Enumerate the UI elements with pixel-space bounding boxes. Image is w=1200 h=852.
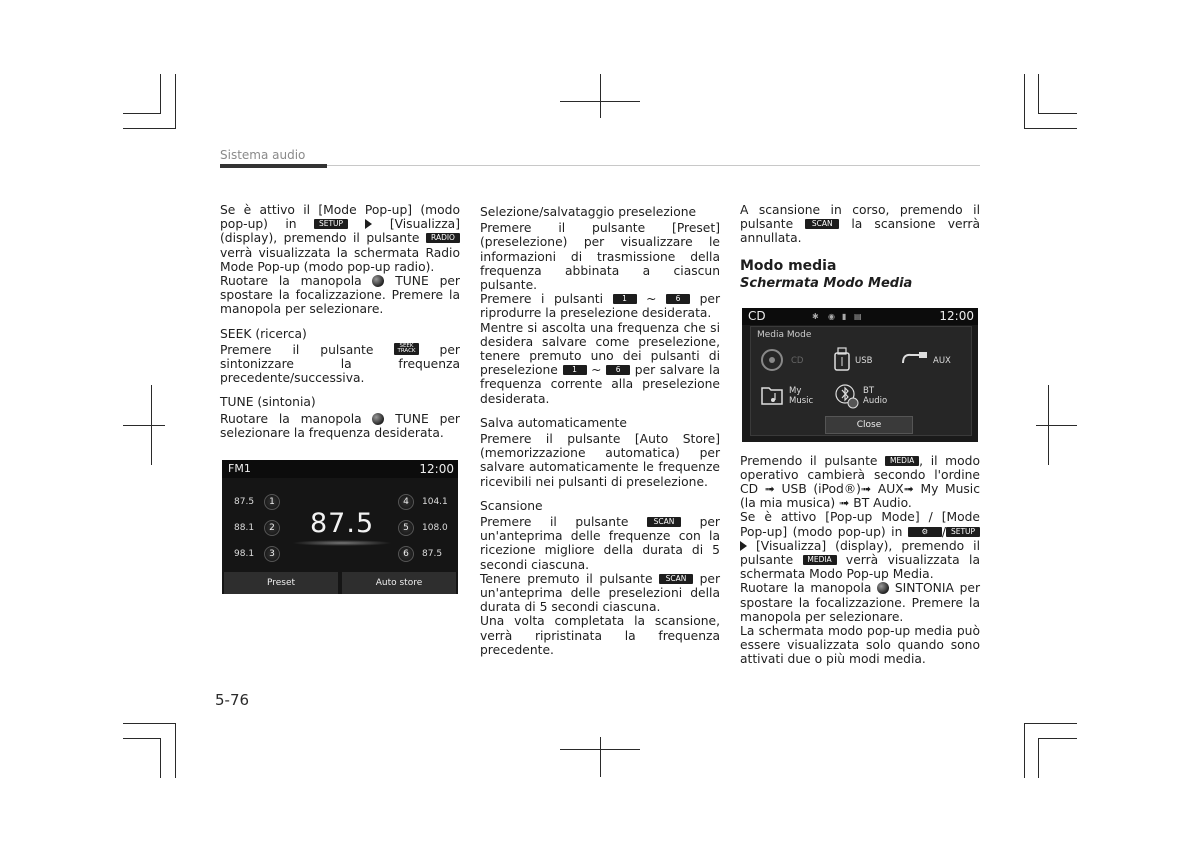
crop-mark bbox=[1038, 74, 1039, 114]
column-2 bbox=[480, 203, 720, 657]
crop-mark bbox=[1024, 723, 1025, 778]
paragraph: La schermata modo pop-up media può essere visualizzata solo quando sono attivati due o più modi media. bbox=[740, 624, 980, 667]
media-option-usb: USB bbox=[855, 356, 873, 366]
preset-freq: 87.5 bbox=[234, 497, 255, 507]
popup-title: Media Mode bbox=[757, 330, 812, 340]
aux-cable-icon bbox=[899, 351, 929, 367]
status-icon: ▤ bbox=[854, 312, 862, 321]
media-option-cd: CD bbox=[791, 356, 804, 366]
paragraph: Premere il pulsante [Preset] (preselezione) per visualizzare le informazioni di trasmissione della frequenza abbinata a ciascun pulsante. bbox=[480, 221, 720, 293]
subsection-heading-media-screen: Schermata Modo Media bbox=[740, 275, 913, 291]
page-number: 5-76 bbox=[215, 691, 250, 709]
crop-mark bbox=[123, 113, 161, 114]
header-rule bbox=[220, 164, 980, 168]
preset-freq: 108.0 bbox=[422, 523, 448, 533]
crop-mark bbox=[123, 723, 176, 724]
registration-mark bbox=[560, 101, 640, 102]
preset-number: 1 bbox=[264, 494, 280, 510]
preset-6-button-icon: 6 bbox=[666, 294, 690, 304]
paragraph: Mentre si ascolta una frequenza che si desidera salvare come preselezione, tenere premuto uno dei pulsanti di preselezione 1 ~ 6 per salvare la frequenza corrente alla preselezione desiderata. bbox=[480, 320, 720, 406]
crop-mark bbox=[160, 738, 161, 778]
paragraph: Premere il pulsante SCAN per un'anteprima delle frequenze con la ricezione migliore della durata di 5 secondi ciascuna. bbox=[480, 515, 720, 572]
preset-number: 6 bbox=[398, 546, 414, 562]
paragraph: A scansione in corso, premendo il pulsante SCAN la scansione verrà annullata. bbox=[740, 203, 980, 246]
scan-button-icon: SCAN bbox=[805, 219, 839, 229]
crop-mark bbox=[175, 723, 176, 778]
crop-mark bbox=[1038, 738, 1039, 778]
paragraph: Premere il pulsante [Auto Store] (memorizzazione automatica) per salvare automaticamente le frequenze ricevibili nei pulsanti di preselezione. bbox=[480, 432, 720, 489]
registration-mark bbox=[600, 74, 601, 118]
status-icon: ▮ bbox=[842, 312, 847, 321]
preset-freq: 98.1 bbox=[234, 549, 255, 559]
crop-mark bbox=[160, 74, 161, 114]
band-label: FM1 bbox=[228, 462, 251, 475]
subheading-autostore: Salva automaticamente bbox=[480, 415, 627, 430]
crop-mark bbox=[1038, 113, 1077, 114]
preset-freq: 104.1 bbox=[422, 497, 448, 507]
close-button: Close bbox=[825, 416, 913, 434]
crop-mark bbox=[1024, 128, 1077, 129]
media-option-bt-audio: BT Audio bbox=[863, 386, 888, 406]
clock: 12:00 bbox=[419, 462, 454, 476]
setup-button-icon: SETUP bbox=[946, 527, 980, 537]
tune-knob-icon bbox=[372, 275, 384, 287]
section-header: Sistema audio bbox=[220, 148, 306, 162]
setup-button-icon: SETUP bbox=[314, 219, 348, 229]
subheading-tune: TUNE (sintonia) bbox=[220, 395, 316, 410]
scan-button-icon: SCAN bbox=[659, 574, 693, 584]
status-icon: ◉ bbox=[828, 312, 835, 321]
paragraph: Ruotare la manopola TUNE per selezionare la frequenza desiderata. bbox=[220, 411, 460, 440]
bluetooth-status-icon: ✱ bbox=[812, 312, 819, 321]
paragraph: Tenere premuto il pulsante SCAN per un'anteprima delle preselezioni della durata di 5 secondi ciascuna. bbox=[480, 571, 720, 615]
subheading-scan: Scansione bbox=[480, 498, 543, 513]
crop-mark bbox=[1024, 723, 1077, 724]
crop-mark bbox=[123, 738, 161, 739]
paragraph: Premere il pulsante SEEK TRACK per sintonizzare la frequenza precedente/successiva. bbox=[220, 342, 460, 386]
registration-mark bbox=[1036, 425, 1077, 426]
paragraph: Premendo il pulsante MEDIA , il modo operativo cambierà secondo l'ordine CD ➟ USB (iPod®)➟ AUX➟ My Music (la mia musica) ➟ BT Audio. bbox=[740, 453, 981, 511]
current-frequency: 87.5 bbox=[310, 508, 375, 539]
seek-track-button-icon: SEEK TRACK bbox=[394, 343, 418, 355]
autostore-screen-button: Auto store bbox=[342, 572, 456, 594]
preset-freq: 88.1 bbox=[234, 523, 255, 533]
preset-1-button-icon: 1 bbox=[563, 365, 587, 375]
bluetooth-audio-icon bbox=[835, 383, 859, 409]
scan-button-icon: SCAN bbox=[647, 517, 681, 527]
arrow-right-icon bbox=[740, 541, 747, 551]
preset-number: 5 bbox=[398, 520, 414, 536]
preset-number: 2 bbox=[264, 520, 280, 536]
section-heading-media: Modo media bbox=[740, 257, 837, 274]
preset-freq: 87.5 bbox=[422, 549, 443, 559]
media-option-mymusic: My Music bbox=[789, 386, 814, 406]
tune-knob-icon bbox=[372, 413, 384, 425]
paragraph: Premere i pulsanti 1 ~ 6 per riprodurre la preselezione desiderata. bbox=[480, 292, 721, 321]
my-music-folder-icon bbox=[761, 384, 783, 406]
column-1 bbox=[220, 203, 460, 440]
media-option-aux: AUX bbox=[933, 356, 951, 366]
settings-gear-icon: ⚙ bbox=[908, 527, 942, 537]
subheading-preset: Selezione/salvataggio preselezione bbox=[480, 205, 697, 219]
paragraph: Ruotare la manopola SINTONIA per spostare la focalizzazione. Premere la manopola per selezionare. bbox=[740, 581, 980, 624]
preset-6-button-icon: 6 bbox=[606, 365, 630, 375]
paragraph: Se è attivo il [Mode Pop-up] (modo pop-up) in SETUP [Visualizza] (display), premendo il pulsante RADIO verrà visualizzata la schermata Radio Mode Pop-up (modo pop-up radio). bbox=[220, 203, 460, 274]
tune-knob-icon bbox=[877, 582, 889, 594]
registration-mark bbox=[560, 749, 640, 750]
paragraph: Se è attivo [Pop-up Mode] / [Mode Pop-up] (modo pop-up) in ⚙ / SETUP [Visualizza] (display), premendo il pulsante MEDIA verrà visualizzata la schermata Modo Pop-up Media. bbox=[740, 510, 980, 582]
media-button-icon: MEDIA bbox=[885, 456, 919, 466]
crop-mark bbox=[123, 128, 176, 129]
preset-screen-button: Preset bbox=[224, 572, 338, 594]
crop-mark bbox=[1038, 738, 1077, 739]
preset-1-button-icon: 1 bbox=[613, 294, 637, 304]
crop-mark bbox=[1024, 74, 1025, 129]
crop-mark bbox=[175, 74, 176, 129]
media-mode-popup bbox=[750, 326, 972, 436]
cd-icon bbox=[761, 349, 783, 371]
radio-button-icon: RADIO bbox=[426, 233, 460, 243]
radio-screen-image bbox=[222, 460, 458, 594]
subheading-seek: SEEK (ricerca) bbox=[220, 326, 307, 341]
registration-mark bbox=[123, 425, 165, 426]
usb-icon bbox=[833, 347, 851, 371]
registration-mark bbox=[600, 737, 601, 777]
paragraph: Ruotare la manopola TUNE per spostare la focalizzazione. Premere la manopola per selezionare. bbox=[220, 274, 460, 317]
paragraph: Una volta completata la scansione, verrà ripristinata la frequenza precedente. bbox=[480, 614, 720, 657]
clock: 12:00 bbox=[939, 309, 974, 323]
source-label: CD bbox=[748, 309, 766, 323]
preset-number: 3 bbox=[264, 546, 280, 562]
media-button-icon: MEDIA bbox=[803, 555, 837, 565]
preset-number: 4 bbox=[398, 494, 414, 510]
media-screen-image bbox=[742, 308, 978, 442]
